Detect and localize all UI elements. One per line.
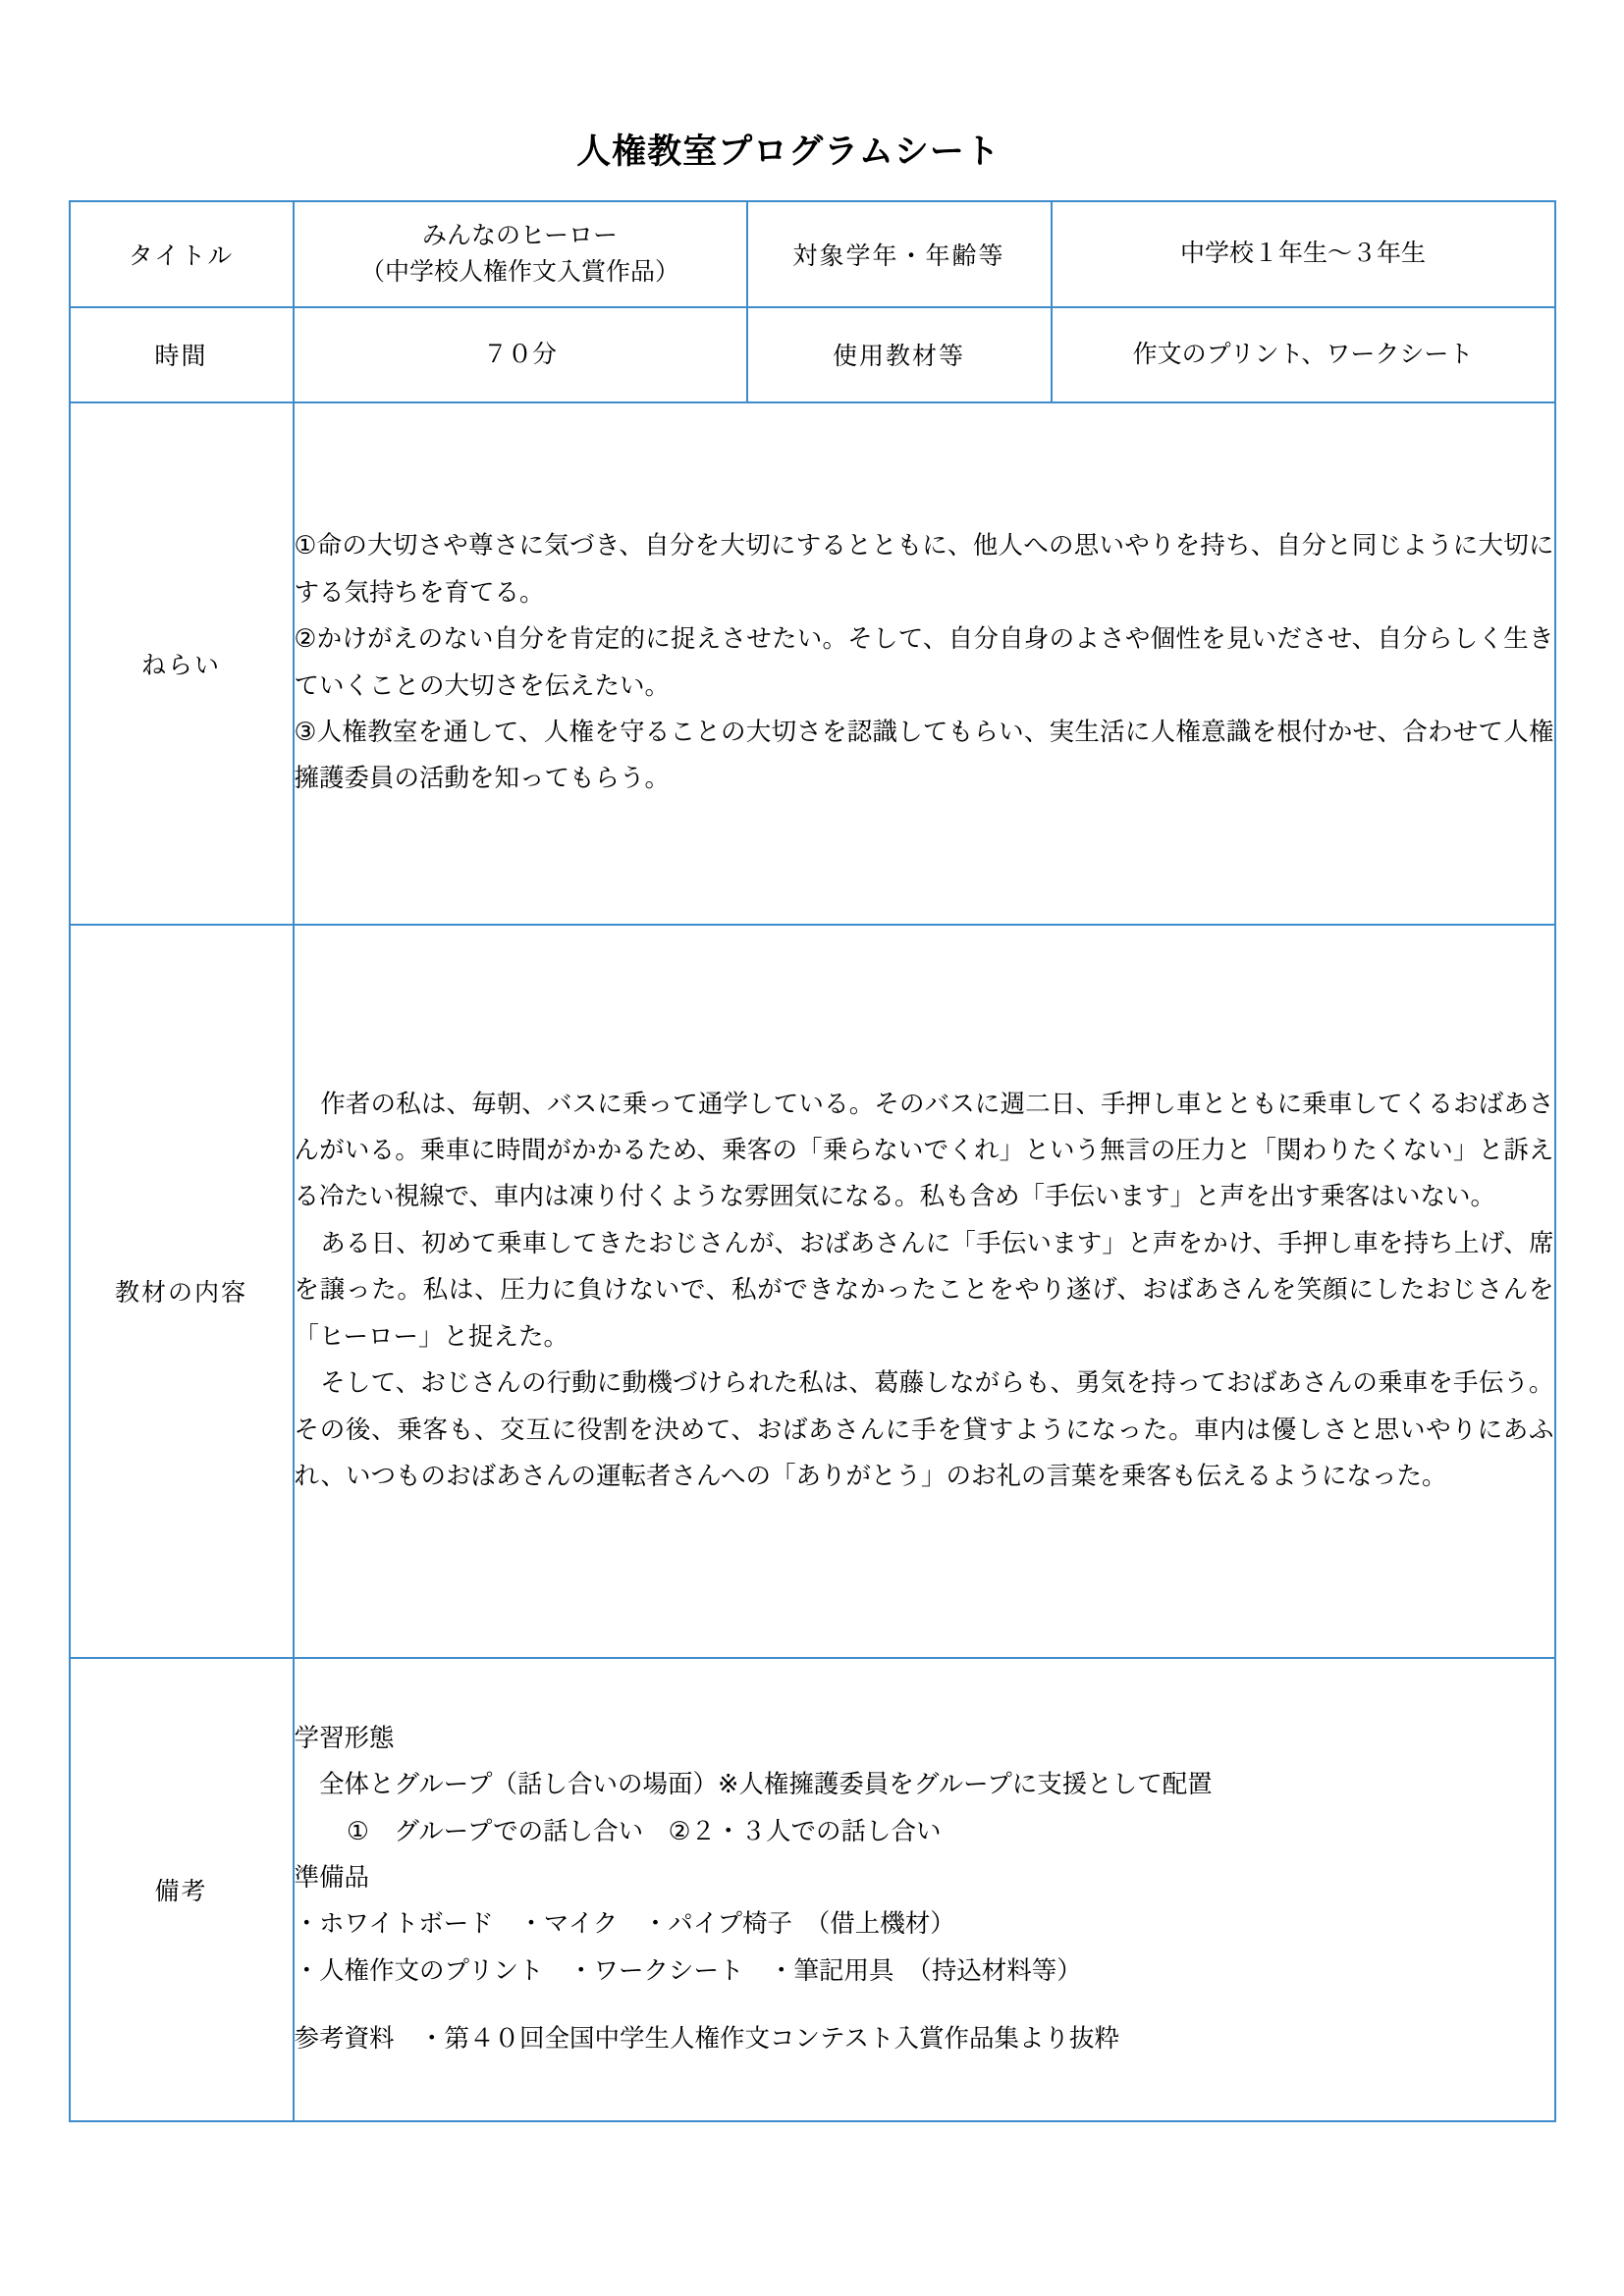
cell-aim-body	[294, 402, 1555, 925]
row-label-notes: 備考	[70, 1658, 294, 2121]
table-row-time	[70, 307, 1555, 402]
table-row-title	[70, 201, 1555, 307]
notes-line-reference: 参考資料 ・第４０回全国中学生人権作文コンテスト入賞作品集より抜粋	[294, 2023, 1119, 2054]
row-label-title: タイトル	[70, 201, 294, 307]
row-label-aim: ねらい	[70, 402, 294, 925]
row-label-materials-used: 使用教材等	[747, 307, 1052, 402]
cell-materials-used-value: 作文のプリント、ワークシート	[1052, 307, 1555, 402]
cell-title-value	[294, 201, 747, 307]
notes-spacer	[295, 1995, 1554, 2016]
aim-paragraph-3: ③人権教室を通して、人権を守ることの大切さを認識してもらい、実生活に人権意識を根付かせ、合わせて人権擁護委員の活動を知ってもらう。	[294, 717, 1554, 794]
notes-block	[295, 1716, 1554, 2063]
table-row-notes	[70, 1658, 1555, 2121]
page-title: 人権教室プログラムシート	[576, 133, 1001, 172]
cell-notes-body	[294, 1658, 1555, 2121]
aim-paragraph-1: ①命の大切さや尊さに気づき、自分を大切にするとともに、他人への思いやりを持ち、自分と同じように大切にする気持ちを育てる。	[294, 531, 1554, 608]
material-paragraph-1: 作者の私は、毎朝、バスに乗って通学している。そのバスに週二日、手押し車とともに乗車してくるおばあさんがいる。乗車に時間がかかるため、乗客の「乗らないでくれ」という無言の圧力と「関わりたくない」と訴える冷たい視線で、車内は凍り付くような雰囲気になる。私も含め「手伝います」と声を出す乗客はいない。	[294, 1089, 1554, 1212]
notes-line-format-detail: 全体とグループ（話し合いの場面）※人権擁護委員をグループに支援として配置	[319, 1770, 1213, 1800]
material-paragraph-3: そして、おじさんの行動に動機づけられた私は、葛藤しながらも、勇気を持っておばあさんの乗車を手伝う。その後、乗客も、交互に役割を決めて、おばあさんに手を貸すようになった。車内は優しさと思いやりにあふれ、いつものおばあさんの運転者さんへの「ありがとう」のお礼の言葉を乗客も伝えるようになった。	[294, 1368, 1554, 1491]
cell-target-grade-value: 中学校１年生～３年生	[1052, 201, 1555, 307]
cell-time-value: ７０分	[294, 307, 747, 402]
notes-line-supplies-2: ・人権作文のプリント ・ワークシート ・筆記用具 （持込材料等）	[294, 1955, 1082, 1986]
title-value-main: みんなのヒーロー	[421, 221, 618, 250]
row-label-target-grade: 対象学年・年齢等	[747, 201, 1052, 307]
notes-line-learning-format: 学習形態	[294, 1723, 395, 1753]
row-label-time: 時間	[70, 307, 294, 402]
notes-line-supplies-heading: 準備品	[294, 1862, 370, 1893]
notes-line-format-steps: ① グループでの話し合い ②２・３人での話し合い	[347, 1816, 942, 1846]
notes-line-supplies-1: ・ホワイトボード ・マイク ・パイプ椅子 （借上機材）	[294, 1909, 955, 1940]
title-value-sub: （中学校人権作文入賞作品）	[359, 256, 679, 286]
row-label-material-content: 教材の内容	[70, 925, 294, 1658]
aim-paragraph-2: ②かけがえのない自分を肯定的に捉えさせたい。そして、自分自身のよさや個性を見いださせ、自分らしく生きていくことの大切さを伝えたい。	[294, 624, 1554, 701]
program-sheet-table	[69, 200, 1556, 2122]
table-row-material	[70, 925, 1555, 1658]
table-row-aim	[70, 402, 1555, 925]
material-paragraph-2: ある日、初めて乗車してきたおじさんが、おばあさんに「手伝います」と声をかけ、手押し車を持ち上げ、席を譲った。私は、圧力に負けないで、私ができなかったことをやり遂げ、おばあさんを笑顔にしたおじさんを「ヒーロー」と捉えた。	[294, 1228, 1554, 1352]
cell-material-body	[294, 925, 1555, 1658]
